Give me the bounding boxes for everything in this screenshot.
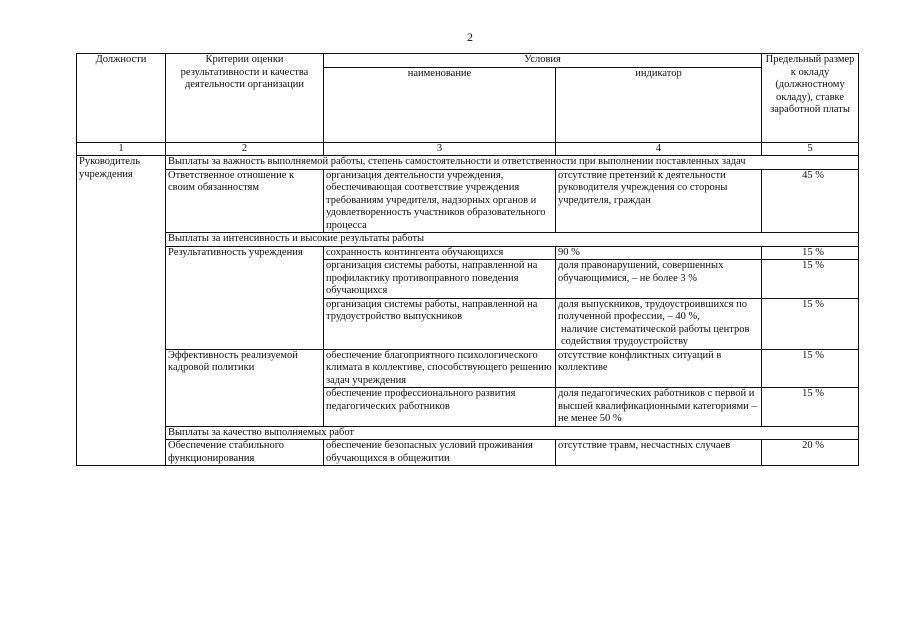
page-number: 2 [467, 30, 473, 44]
name-cell: организация деятельности учреждения, обеспечивающая соответствие учреждения требованиям учредителя, надзорных органов и удовлетворенность участников образовательного процесса [324, 169, 556, 233]
criterion-cell: Обеспечение стабильного функционирования [166, 440, 324, 466]
header-name: наименование [324, 67, 556, 142]
table-row [77, 440, 859, 466]
col-number: 1 [77, 142, 166, 156]
header-indicator: индикатор [556, 67, 762, 142]
table-row [77, 246, 859, 260]
table-row [77, 169, 859, 233]
indicator-cell: отсутствие претензий к деятельности руководителя учреждения со стороны учредителя, граждан [556, 169, 762, 233]
col-number: 4 [556, 142, 762, 156]
criterion-cell: Ответственное отношение к своим обязанностям [166, 169, 324, 233]
position-cell: Руководитель учреждения [77, 156, 166, 466]
name-cell: организация системы работы, направленной на профилактику противоправного поведения обучающихся [324, 260, 556, 299]
header-conditions: Условия [324, 54, 762, 68]
header-limit: Предельный размер к окладу (должностному окладу), ставке заработной платы [762, 54, 859, 143]
criteria-table [76, 53, 859, 466]
indicator-cell: доля правонарушений, совершенных обучающимися, – не более 3 % [556, 260, 762, 299]
col-number: 5 [762, 142, 859, 156]
col-number: 3 [324, 142, 556, 156]
criterion-cell: Эффективность реализуемой кадровой политики [166, 349, 324, 426]
indicator-cell: доля педагогических работников с первой и высшей квалификационными категориями – не менее 50 % [556, 388, 762, 427]
section-title: Выплаты за важность выполняемой работы, степень самостоятельности и ответственности при выполнении поставленных задач [166, 156, 859, 170]
indicator-line: наличие систематической работы центров содействия трудоустройству [561, 323, 750, 347]
header-position: Должности [77, 54, 166, 143]
indicator-cell: отсутствие травм, несчастных случаев [556, 440, 762, 466]
limit-cell: 15 % [762, 246, 859, 260]
limit-cell: 15 % [762, 298, 859, 349]
column-numbers-row [77, 142, 859, 156]
name-cell: обеспечение профессионального развития педагогических работников [324, 388, 556, 427]
table-row [77, 349, 859, 388]
section-title: Выплаты за качество выполняемых работ [166, 426, 859, 440]
name-cell: обеспечение безопасных условий проживания обучающихся в общежитии [324, 440, 556, 466]
name-cell: обеспечение благоприятного психологического климата в коллективе, способствующего решению задач учреждения [324, 349, 556, 388]
limit-cell: 15 % [762, 388, 859, 427]
indicator-line: доля выпускников, трудоустроившихся по полученной профессии, – 40 %, [558, 298, 748, 322]
limit-cell: 45 % [762, 169, 859, 233]
section-title: Выплаты за интенсивность и высокие результаты работы [166, 233, 859, 247]
limit-cell: 20 % [762, 440, 859, 466]
indicator-cell [556, 298, 762, 349]
col-number: 2 [166, 142, 324, 156]
indicator-cell: 90 % [556, 246, 762, 260]
header-criteria: Критерии оценки результативности и качества деятельности организации [166, 54, 324, 143]
criterion-cell: Результативность учреждения [166, 246, 324, 349]
name-cell: организация системы работы, направленной на трудоустройство выпускников [324, 298, 556, 349]
limit-cell: 15 % [762, 349, 859, 388]
indicator-cell: отсутствие конфликтных ситуаций в коллективе [556, 349, 762, 388]
limit-cell: 15 % [762, 260, 859, 299]
name-cell: сохранность контингента обучающихся [324, 246, 556, 260]
